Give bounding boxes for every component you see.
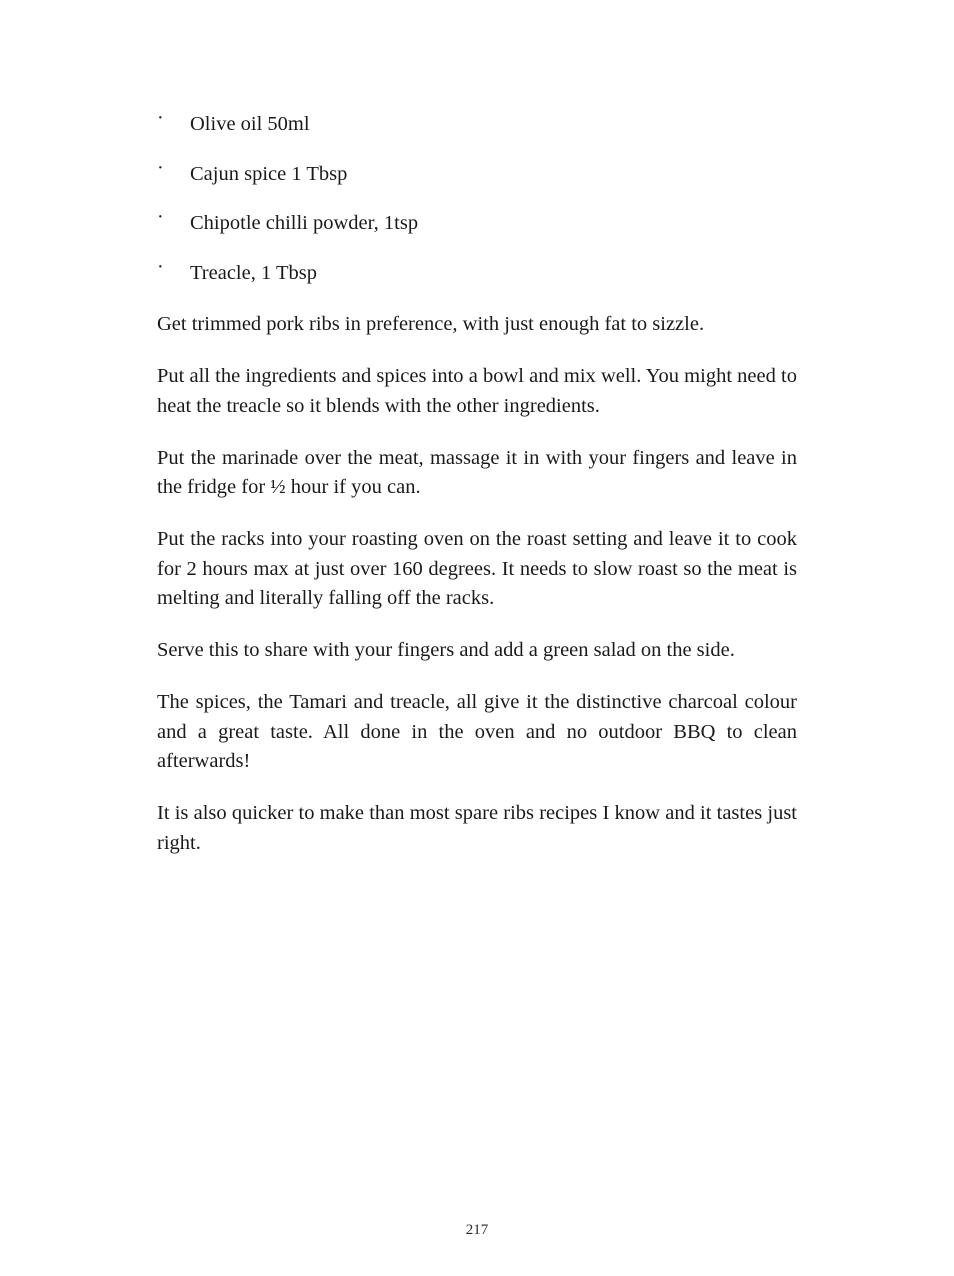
body-paragraph: The spices, the Tamari and treacle, all give it the distinctive charcoal colour and a great taste. All done in the oven and no outdoor BBQ to clean afterwards! (157, 690, 797, 773)
list-item (157, 107, 797, 137)
list-item (157, 255, 797, 286)
bullet-icon: · (157, 255, 164, 278)
bullet-icon: · (157, 156, 164, 179)
body-paragraph: Put the racks into your roasting oven on the roast setting and leave it to cook for 2 hours max at just over 160 degrees. It needs to slow roast so the meat is melting and literally falling off the racks. (157, 527, 797, 610)
body-paragraph: Put all the ingredients and spices into a bowl and mix well. You might need to heat the treacle so it blends with the other ingredients. (157, 365, 797, 417)
bullet-icon: · (157, 107, 164, 129)
list-item-label: Cajun spice 1 Tbsp (190, 162, 348, 185)
page-number: 217 (465, 1222, 489, 1238)
bullet-icon: · (157, 206, 164, 229)
ingredient-list (157, 107, 797, 285)
body-paragraph: Serve this to share with your fingers and add a green salad on the side. (157, 639, 735, 662)
list-item-label: Chipotle chilli powder, 1tsp (190, 212, 419, 235)
page-content (157, 107, 797, 858)
list-item-label: Treacle, 1 Tbsp (190, 261, 317, 284)
body-paragraph: It is also quicker to make than most spare ribs recipes I know and it tastes just right. (157, 802, 797, 854)
body-paragraph: Put the marinade over the meat, massage it in with your fingers and leave in the fridge for ½ hour if you can. (157, 446, 797, 499)
list-item (157, 206, 797, 236)
list-item (157, 156, 797, 187)
body-paragraph: Get trimmed pork ribs in preference, with just enough fat to sizzle. (157, 313, 705, 336)
list-item-label: Olive oil 50ml (190, 113, 310, 135)
